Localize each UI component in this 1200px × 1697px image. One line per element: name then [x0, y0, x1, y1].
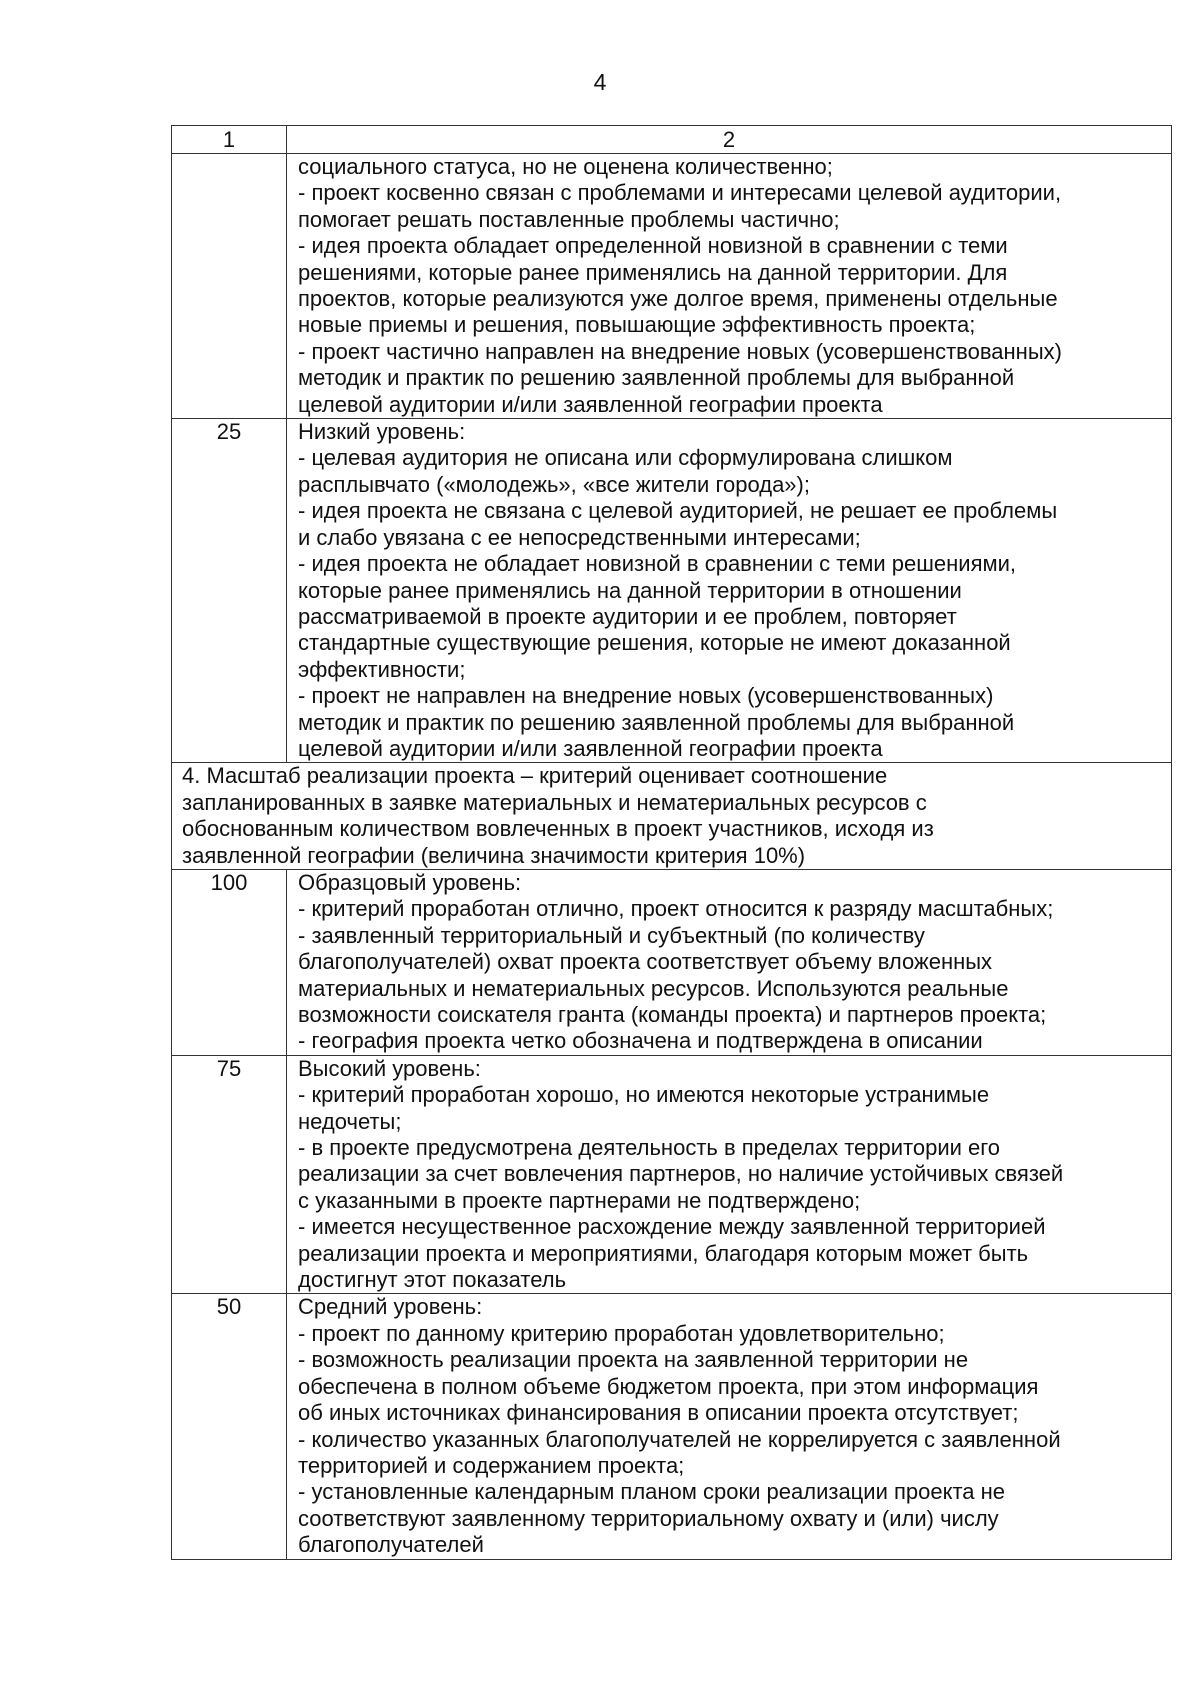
- text-line: - проект частично направлен на внедрение новых (усовершенствованных): [298, 338, 1062, 364]
- text-line: материальных и нематериальных ресурсов. Используются реальные: [298, 975, 1009, 1001]
- text-line: об иных источниках финансирования в описании проекта отсутствует;: [298, 1400, 1019, 1426]
- column-header-2: 2: [287, 126, 1172, 154]
- text-line: - в проекте предусмотрена деятельность в пределах территории его: [298, 1135, 1001, 1161]
- text-line: с указанными в проекте партнерами не подтверждено;: [298, 1187, 861, 1213]
- text-line: - идея проекта не обладает новизной в сравнении с теми решениями,: [298, 551, 1017, 577]
- score-cell: 25: [172, 419, 287, 763]
- text-line: - критерий проработан хорошо, но имеются некоторые устранимые: [298, 1082, 990, 1108]
- text-line: - проект косвенно связан с проблемами и интересами целевой аудитории,: [298, 180, 1062, 206]
- text-line: и слабо увязана с ее непосредственными интересами;: [298, 524, 861, 550]
- text-line: методик и практик по решению заявленной проблемы для выбранной: [298, 709, 1015, 735]
- text-line: заявленной географии (величина значимости критерия 10%): [182, 842, 806, 868]
- text-line: - идея проекта не связана с целевой аудиторией, не решает ее проблемы: [298, 498, 1058, 524]
- table-header-row: [172, 126, 1172, 154]
- table-row: [172, 869, 1172, 1055]
- text-line: благополучателей: [298, 1532, 484, 1558]
- text-line: рассматриваемой в проекте аудитории и ее проблем, повторяет: [298, 603, 957, 629]
- description-cell: [287, 1055, 1172, 1294]
- text-line: целевой аудитории и/или заявленной географии проекта: [298, 391, 883, 417]
- description-cell: [287, 1294, 1172, 1559]
- score-cell: 75: [172, 1055, 287, 1294]
- text-line: помогает решать поставленные проблемы частично;: [298, 206, 840, 232]
- text-line: запланированных в заявке материальных и нематериальных ресурсов с: [182, 789, 927, 815]
- section-heading: [172, 763, 1172, 870]
- text-line: проектов, которые реализуются уже долгое время, применены отдельные: [298, 286, 1058, 312]
- text-line: которые ранее применялись на данной территории в отношении: [298, 577, 962, 603]
- text-line: Средний уровень:: [298, 1294, 483, 1320]
- text-line: обеспечена в полном объеме бюджетом проекта, при этом информация: [298, 1373, 1039, 1399]
- text-line: - заявленный территориальный и субъектный (по количеству: [298, 922, 925, 948]
- text-line: недочеты;: [298, 1108, 402, 1134]
- criteria-table: [171, 125, 1172, 1560]
- text-line: возможности соискателя гранта (команды проекта) и партнеров проекта;: [298, 1002, 1047, 1027]
- text-line: стандартные существующие решения, которые не имеют доказанной: [298, 630, 1011, 656]
- score-cell: 100: [172, 869, 287, 1055]
- text-line: - география проекта четко обозначена и подтверждена в описании: [298, 1028, 983, 1054]
- text-line: - имеется несущественное расхождение между заявленной территорией: [298, 1214, 1046, 1240]
- text-line: - целевая аудитория не описана или сформулирована слишком: [298, 445, 953, 471]
- table-row: [172, 1294, 1172, 1559]
- score-cell: 50: [172, 1294, 287, 1559]
- text-line: - возможность реализации проекта на заявленной территории не: [298, 1347, 969, 1373]
- text-line: Низкий уровень:: [298, 419, 466, 445]
- text-line: методик и практик по решению заявленной проблемы для выбранной: [298, 365, 1015, 391]
- text-line: - проект по данному критерию проработан удовлетворительно;: [298, 1320, 945, 1346]
- description-cell: [287, 869, 1172, 1055]
- text-line: расплывчато («молодежь», «все жители города»);: [298, 471, 810, 497]
- table-row: [172, 1055, 1172, 1294]
- text-line: решениями, которые ранее применялись на данной территории. Для: [298, 259, 1008, 285]
- text-line: - критерий проработан отлично, проект относится к разряду масштабных;: [298, 896, 1054, 922]
- text-line: целевой аудитории и/или заявленной географии проекта: [298, 735, 883, 761]
- score-cell: [172, 154, 287, 419]
- text-line: - идея проекта обладает определенной новизной в сравнении с теми: [298, 233, 1008, 259]
- text-line: Образцовый уровень:: [298, 869, 522, 895]
- text-line: обоснованным количеством вовлеченных в проект участников, исходя из: [182, 816, 934, 842]
- table-row: [172, 154, 1172, 419]
- text-line: достигнут этот показатель: [298, 1267, 567, 1293]
- description-cell: [287, 154, 1172, 419]
- text-line: благополучателей) охват проекта соответствует объему вложенных: [298, 949, 993, 975]
- text-line: новые приемы и решения, повышающие эффективность проекта;: [298, 312, 976, 338]
- text-line: - количество указанных благополучателей не коррелируется с заявленной: [298, 1426, 1061, 1452]
- text-line: социального статуса, но не оценена количественно;: [298, 154, 833, 179]
- text-line: - установленные календарным планом сроки реализации проекта не: [298, 1479, 1006, 1505]
- page-number: 4: [593, 69, 607, 95]
- text-line: соответствуют заявленному территориальному охвату и (или) числу: [298, 1505, 999, 1531]
- text-line: реализации за счет вовлечения партнеров, но наличие устойчивых связей: [298, 1161, 1064, 1187]
- text-line: реализации проекта и мероприятиями, благодаря которым может быть: [298, 1240, 1029, 1266]
- text-line: эффективности;: [298, 656, 466, 682]
- table-row: [172, 419, 1172, 763]
- text-line: - проект не направлен на внедрение новых (усовершенствованных): [298, 683, 994, 709]
- section-heading-row: [172, 763, 1172, 870]
- description-cell: [287, 419, 1172, 763]
- column-header-1: 1: [172, 126, 287, 154]
- text-line: территорией и содержанием проекта;: [298, 1452, 685, 1478]
- text-line: 4. Масштаб реализации проекта – критерий оценивает соотношение: [182, 763, 888, 789]
- text-line: Высокий уровень:: [298, 1055, 481, 1081]
